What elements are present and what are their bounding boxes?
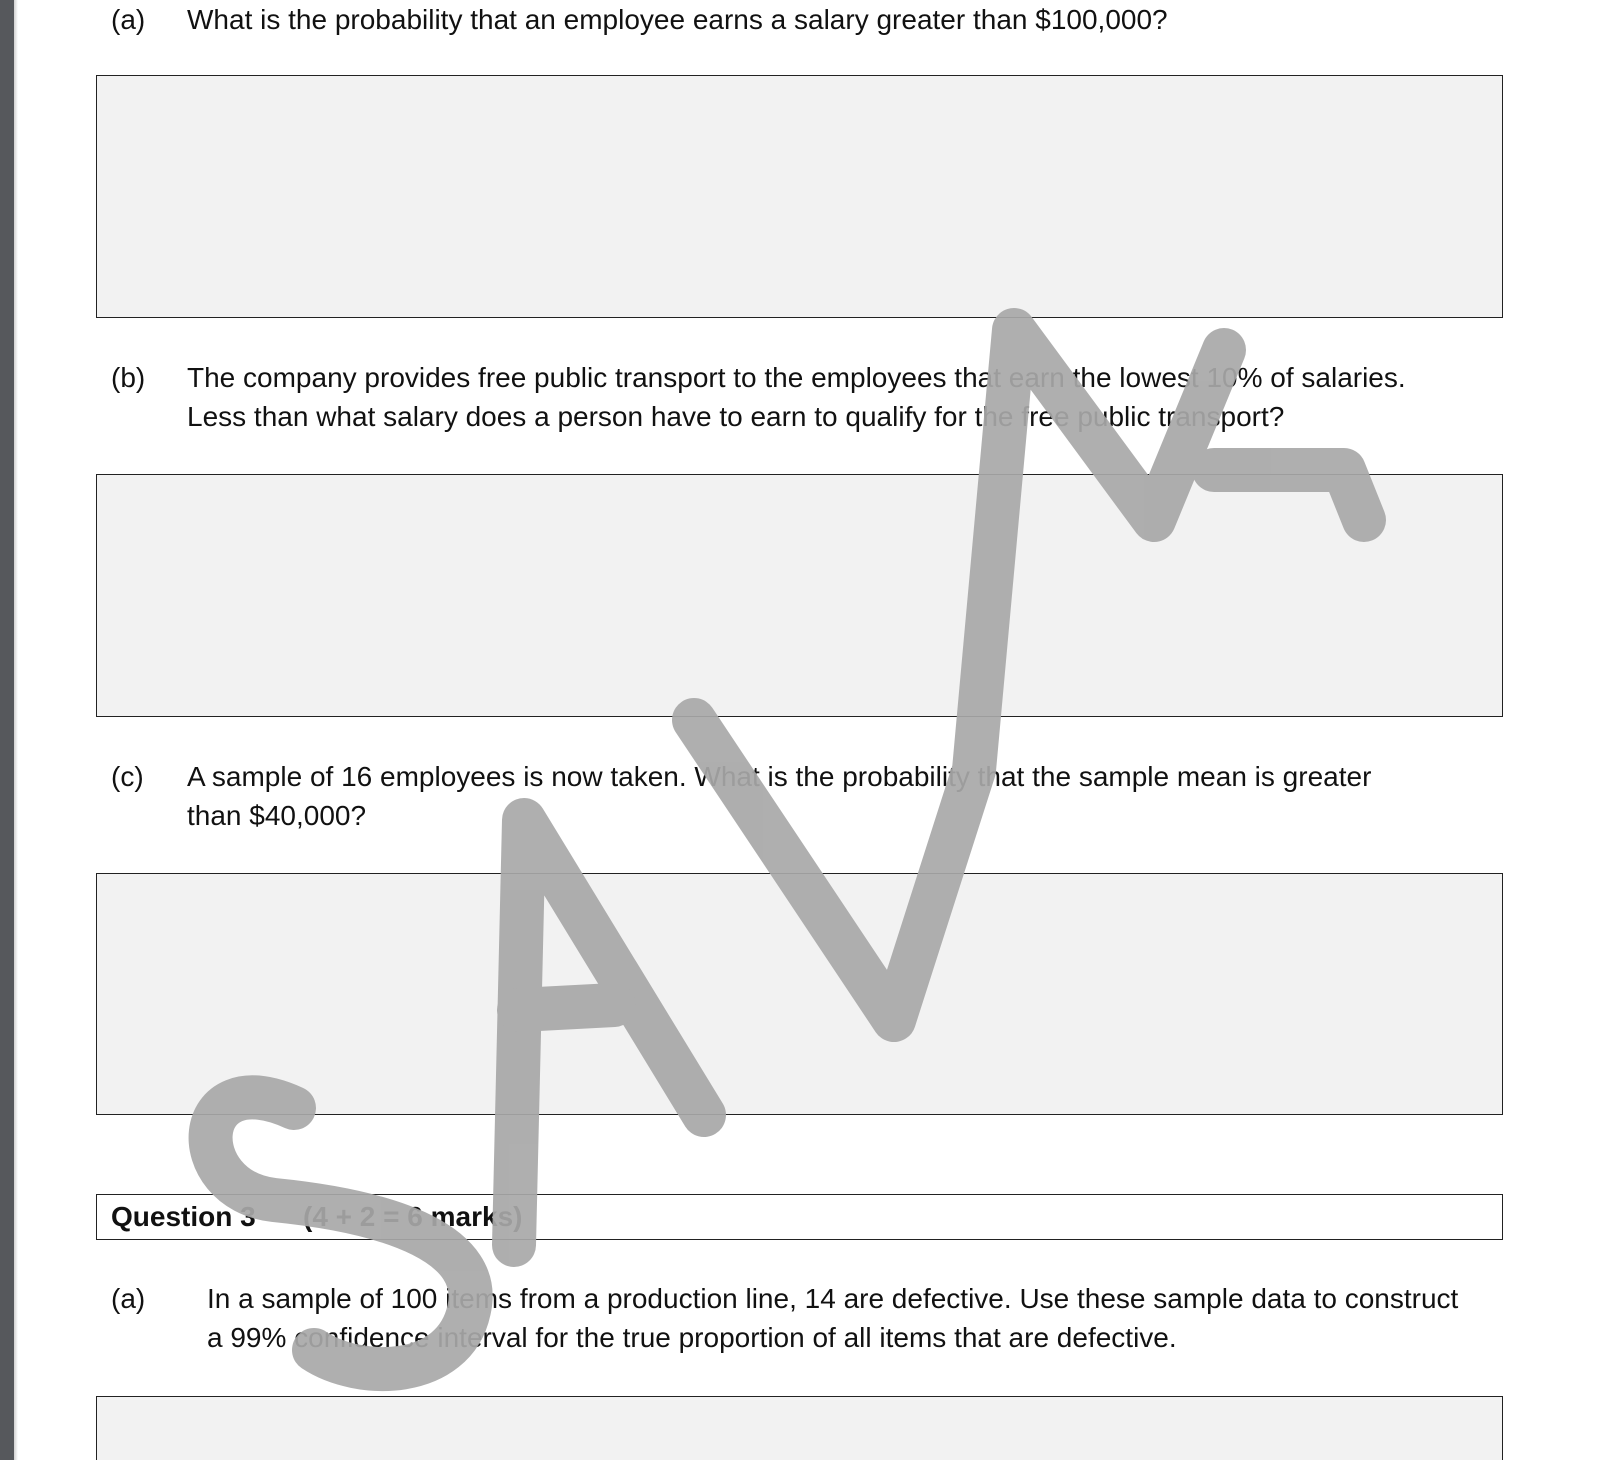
q2-part-c-line-1: A sample of 16 employees is now taken. What is the probability that the sample mean is greater xyxy=(187,761,1372,792)
question-3-title: Question 3 xyxy=(111,1201,256,1232)
viewer-background xyxy=(0,0,14,1460)
q3-part-a-line-2: a 99% confidence interval for the true proportion of all items that are defective. xyxy=(207,1322,1177,1353)
q2-part-c-label: (c) xyxy=(111,761,144,792)
q2-part-a-label: (a) xyxy=(111,4,146,35)
answer-box-q2a[interactable] xyxy=(96,75,1503,318)
q3-part-a-label: (a) xyxy=(111,1283,146,1314)
page-edge-shadow xyxy=(14,0,18,1460)
answer-box-q3a[interactable] xyxy=(96,1396,1503,1460)
q2-part-b-label: (b) xyxy=(111,362,146,393)
question-3-header xyxy=(96,1194,1503,1240)
q2-part-b-line-2: Less than what salary does a person have to earn to qualify for the free public transport? xyxy=(187,401,1285,432)
q2-part-b-line-1: The company provides free public transport to the employees that earn the lowest 10% of salaries. xyxy=(187,362,1406,393)
q2-part-a-text: What is the probability that an employee earns a salary greater than $100,000? xyxy=(187,4,1168,35)
q3-part-a-line-1: In a sample of 100 items from a production line, 14 are defective. Use these sample data to construct xyxy=(207,1283,1459,1314)
question-3-marks: (4 + 2 = 6 marks) xyxy=(303,1201,523,1232)
document-page xyxy=(14,0,1604,1460)
answer-box-q2b[interactable] xyxy=(96,474,1503,717)
q2-part-c-line-2: than $40,000? xyxy=(187,800,367,831)
answer-box-q2c[interactable] xyxy=(96,873,1503,1115)
